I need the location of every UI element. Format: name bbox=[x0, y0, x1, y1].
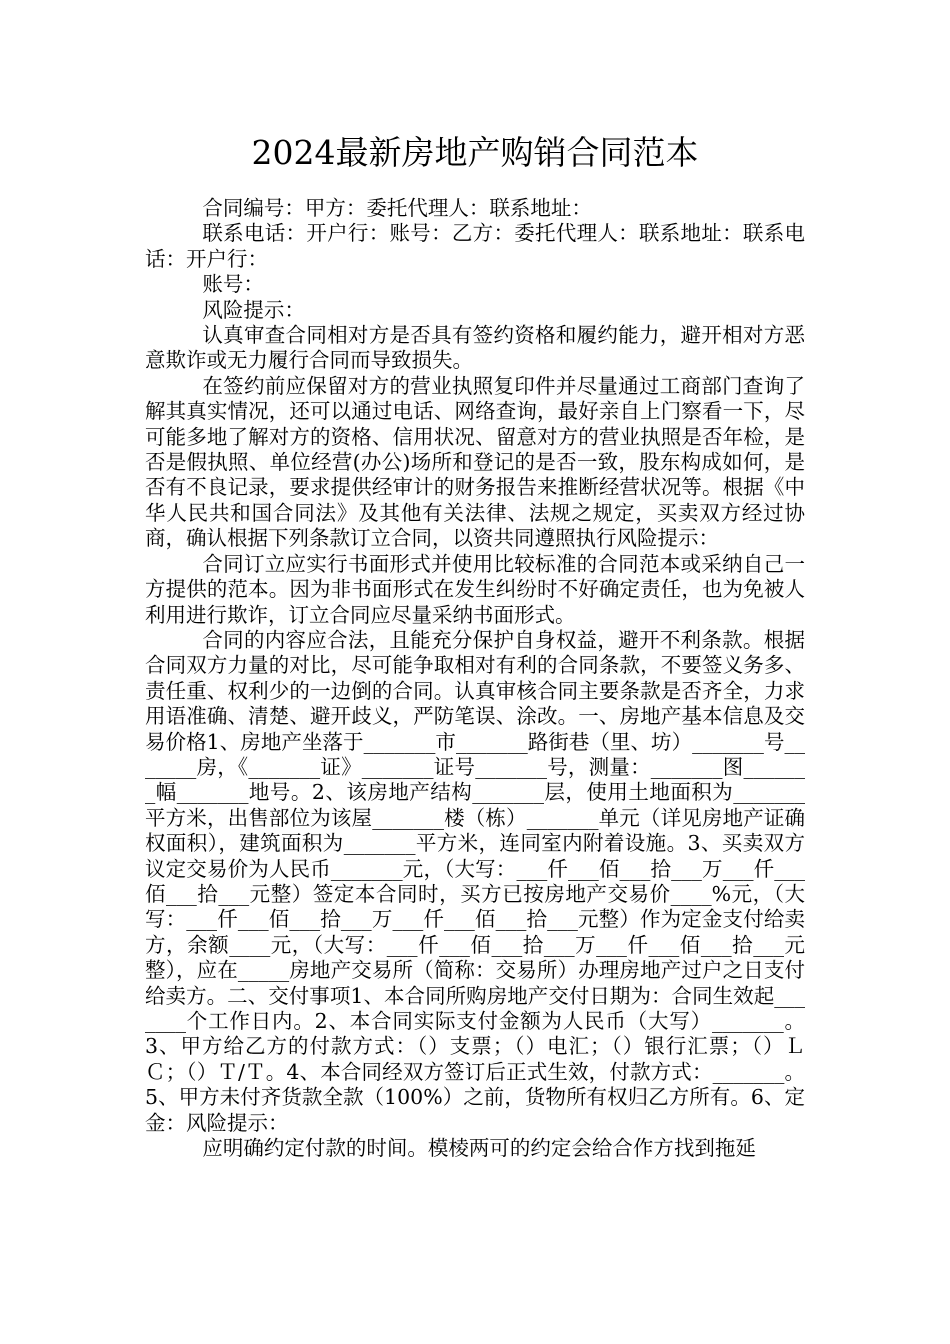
paragraph-verify-license: 在签约前应保留对方的营业执照复印件并尽量通过工商部门查询了解其真实情况，还可以通过电话、网络查询，最好亲自上门察看一下，尽可能多地了解对方的资格、信用状况、留意对方的营业执照是否年检，是否是假执照、单位经营(办公)场所和登记的是否一致，股东构成如何，是否有不良记录，要求提供经审计的财务报告来推断经营状况等。根据《中华人民共和国合同法》及其他有关法律、法规之规定，买卖双方经过协商，确认根据下列条款订立合同，以资共同遵照执行风险提示： bbox=[145, 373, 805, 551]
paragraph-account: 账号： bbox=[202, 272, 264, 297]
document-page bbox=[145, 0, 805, 1161]
paragraph-contact-info: 联系电话：开户行：账号：乙方：委托代理人：联系地址：联系电话：开户行： bbox=[145, 221, 805, 271]
document-title: 2024最新房地产购销合同范本 bbox=[251, 133, 699, 172]
paragraph-written-form: 合同订立应实行书面形式并使用比较标准的合同范本或采纳自己一方提供的范本。因为非书面形式在发生纠纷时不好确定责任，也为免被人利用进行欺诈，订立合同应尽量采纳书面形式。 bbox=[145, 551, 805, 627]
paragraph-review-qualification: 认真审查合同相对方是否具有签约资格和履约能力，避开相对方恶意欺诈或无力履行合同而导致损失。 bbox=[145, 323, 805, 373]
paragraph-risk-heading: 风险提示： bbox=[202, 297, 305, 322]
document-body bbox=[145, 196, 805, 1161]
paragraph-contract-terms: 合同的内容应合法，且能充分保护自身权益，避开不利条款。根据合同双方力量的对比，尽可能争取相对有利的合同条款，不要签义务多、责任重、权利少的一边倒的合同。认真审核合同主要条款是否齐全，力求用语准确、清楚、避开歧义，严防笔误、涂改。一、房地产基本信息及交易价格1、房地产坐落于_______市_______路街巷（里、坊）_______号_______房，《_______证》_______证号_______号，测量：_______图_______幅_______地号。2、该房地产结构_______层，使用土地面积为_______平方米，出售部位为该屋_______楼（栋）_______单元（详见房地产证确权面积），建筑面积为_______平方米，连同室内附着设施。3、买卖双方议定交易价为人民币_______元，（大写：___仟___佰___拾___万___仟___佰___拾___元整）签定本合同时，买方已按房地产交易价____%元，（大写：___仟___佰___拾___万___仟___佰___拾___元整）作为定金支付给卖方，余额____元，（大写：___仟___佰___拾___万___仟___佰___拾___元整），应在_____房地产交易所（简称：交易所）办理房地产过户之日支付给卖方。二、交付事项1、本合同所购房地产交付日期为：合同生效起_______个工作日内。2、本合同实际支付金额为人民币（大写）_______。3、甲方给乙方的付款方式：（）支票；（）电汇；（）银行汇票；（）ＬＣ；（）Ｔ/Ｔ。4、本合同经双方签订后正式生效，付款方式：_______。5、甲方未付齐货款全款（100%）之前，货物所有权归乙方所有。6、定金：风险提示： bbox=[145, 627, 805, 1135]
paragraph-payment-time: 应明确约定付款的时间。模棱两可的约定会给合作方找到拖延 bbox=[202, 1136, 756, 1161]
paragraph-contract-number: 合同编号：甲方：委托代理人：联系地址： bbox=[202, 196, 592, 220]
